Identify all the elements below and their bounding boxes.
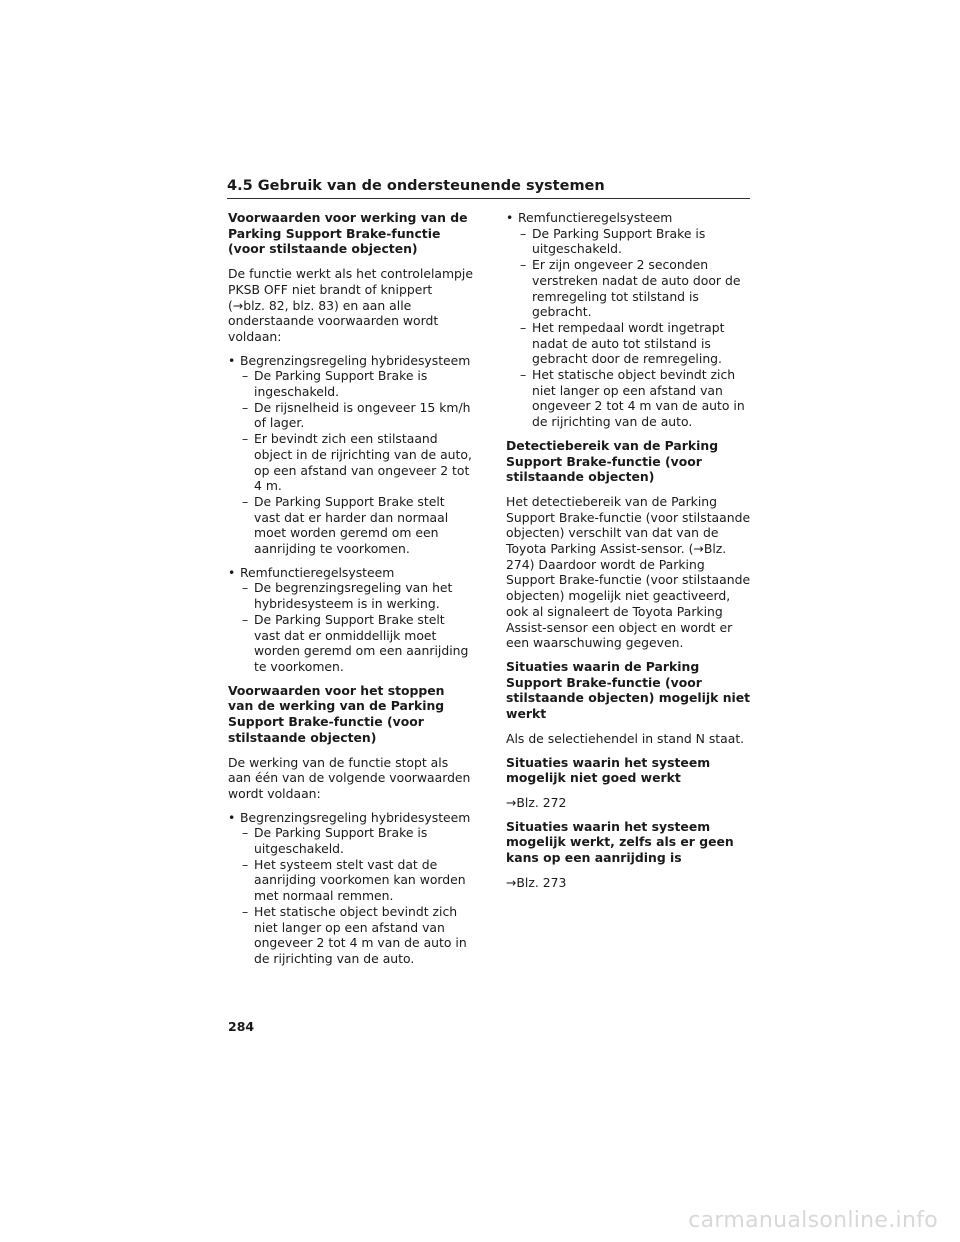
list-item: – De begrenzingsregeling van het hybridesysteem is in werking. [242,580,453,612]
list-item: – Het statische object bevindt zich niet langer op een afstand van ongeveer 2 tot 4 m van de auto in de rijrichting van de auto. [242,903,467,966]
list-item: – De Parking Support Brake stelt vast dat er harder dan normaal moet worden geremd om een aanrijding te voorkomen. [242,493,449,557]
page-reference-link[interactable]: →Blz. 272 [506,794,567,810]
list-item: – Er bevindt zich een stilstaand object in de rijrichting van de auto, op een afstand van ongeveer 2 tot 4 m. [242,431,472,494]
list-item: – De Parking Support Brake stelt vast dat er onmiddellijk moet worden geremd om een aanrijding te voorkomen. [242,611,469,674]
list-item: – De Parking Support Brake is uitgeschakeld. [520,225,706,257]
page-reference-link[interactable]: →Blz. 273 [506,874,567,890]
heading-detection-range: Detectiebereik van de Parking Support Brake-functie (voor stilstaande objecten) [506,437,719,485]
heading-may-not-work: Situaties waarin de Parking Support Brake-functie (voor stilstaande objecten) mogelijk niet werkt [506,658,751,722]
watermark: carmanualsonline.info [688,1208,938,1233]
paragraph-operating-conditions: De functie werkt als het controlelampje PKSB OFF niet brandt of knippert (→blz. 82, blz. 83) en aan alle onderstaande voorwaarden wordt voldaan: [228,266,473,344]
bullet-title: Remfunctieregelsysteem [240,564,395,580]
bullet-title: Begrenzingsregeling hybridesysteem [240,352,471,368]
list-item: – Het statische object bevindt zich niet langer op een afstand van ongeveer 2 tot 4 m van de auto in de rijrichting van de auto. [520,367,745,430]
list-item: – Er zijn ongeveer 2 seconden verstreken nadat de auto door de remregeling tot stilstand is gebracht. [520,257,741,320]
bullet-list-brake-control-stop: • Remfunctieregelsysteem – De Parking Support Brake is uitgeschakeld. – Er zijn ongeveer 2 seconden verstreken nadat de auto door de remregeling tot stilstand is gebracht. – Het rempedaal wordt ingetrapt nadat de auto tot stilstand is gebracht door de remregeling. – Het statische object bevindt zich niet langer op een afstand van ongeveer 2 tot 4 m van de auto in de rijrichting van de auto. [506,210,752,430]
bullet-title: Begrenzingsregeling hybridesysteem [240,809,471,825]
page-number: 284 [228,1019,255,1034]
heading-stop-conditions: Voorwaarden voor het stoppen van de werking van de Parking Support Brake-functie (voor stilstaande objecten) [228,682,445,745]
list-item: – De Parking Support Brake is ingeschakeld. [242,368,428,400]
heading-works-without-collision: Situaties waarin het systeem mogelijk werkt, zelfs als er geen kans op een aanrijding is [506,818,734,866]
section-header: 4.5 Gebruik van de ondersteunende systemen [227,178,750,199]
left-column [228,210,473,975]
paragraph-stop-conditions: De werking van de functie stopt als aan één van de volgende voorwaarden wordt voldaan: [228,754,471,801]
paragraph-may-not-work: Als de selectiehendel in stand N staat. [506,730,745,746]
bullet-title: Remfunctieregelsysteem [518,210,673,225]
list-item: – Het systeem stelt vast dat de aanrijding voorkomen kan worden met normaal remmen. [242,856,466,904]
list-item: – De Parking Support Brake is uitgeschakeld. [242,825,428,857]
heading-operating-conditions: Voorwaarden voor werking van de Parking Support Brake-functie (voor stilstaande objecten) [228,210,468,257]
bullet-list-brake-control: • Remfunctieregelsysteem – De begrenzingsregeling van het hybridesysteem is in werking. – De Parking Support Brake stelt vast dat er onmiddellijk moet worden geremd om een aanrijding te voorkomen. [228,565,473,675]
heading-not-working-properly: Situaties waarin het systeem mogelijk niet goed werkt [506,754,711,786]
paragraph-detection-range: Het detectiebereik van de Parking Support Brake-functie (voor stilstaande objecten) verschilt van dat van de Toyota Parking Assist-sensor. (→Blz. 274) Daardoor wordt de Parking Support Brake-functie (voor stilstaande objecten) mogelijk niet geactiveerd, ook al signaleert de Toyota Parking Assist-sensor een object en wordt er een waarschuwing gegeven. [506,493,751,651]
right-column [506,210,752,898]
list-item: – Het rempedaal wordt ingetrapt nadat de auto tot stilstand is gebracht door de remregeling. [520,319,725,367]
list-item: – De rijsnelheid is ongeveer 15 km/h of lager. [242,399,471,431]
bullet-list-hybrid-limit: • Begrenzingsregeling hybridesysteem – De Parking Support Brake is ingeschakeld. – De rijsnelheid is ongeveer 15 km/h of lager. – Er bevindt zich een stilstaand object in de rijrichting van de auto, op een afstand van ongeveer 2 tot 4 m. – De Parking Support Brake stelt vast dat er harder dan normaal moet worden geremd om een aanrijding te voorkomen. [228,352,472,557]
bullet-list-hybrid-limit-stop: • Begrenzingsregeling hybridesysteem – De Parking Support Brake is uitgeschakeld. – Het systeem stelt vast dat de aanrijding voorkomen kan worden met normaal remmen. – Het statische object bevindt zich niet langer op een afstand van ongeveer 2 tot 4 m van de auto in de rijrichting van de auto. [228,810,473,967]
